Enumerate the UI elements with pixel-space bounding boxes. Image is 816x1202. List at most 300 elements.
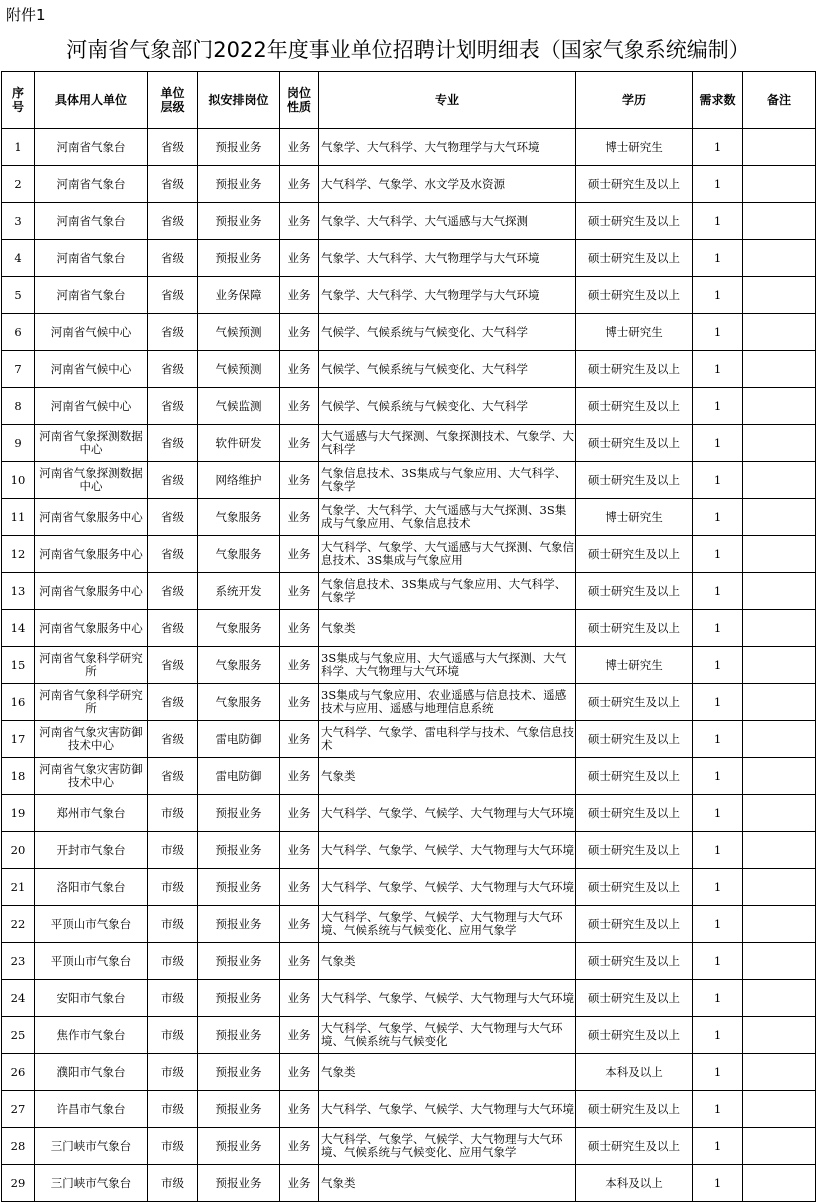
remark-cell xyxy=(743,425,816,462)
major-cell: 大气科学、气象学、气候学、大气物理与大气环境 xyxy=(319,980,576,1017)
table-row xyxy=(2,1165,816,1202)
education-cell: 硕士研究生及以上 xyxy=(576,721,693,758)
table-row xyxy=(2,351,816,388)
remark-cell xyxy=(743,1165,816,1202)
education-cell: 硕士研究生及以上 xyxy=(576,166,693,203)
table-row xyxy=(2,721,816,758)
header-edu: 学历 xyxy=(576,72,693,129)
table-row xyxy=(2,388,816,425)
seq-cell: 20 xyxy=(2,832,35,869)
level-cell: 市级 xyxy=(148,832,198,869)
education-cell: 博士研究生 xyxy=(576,647,693,684)
post-cell: 预报业务 xyxy=(198,129,280,166)
nature-cell: 业务 xyxy=(280,832,319,869)
header-count: 需求数 xyxy=(693,72,743,129)
count-cell: 1 xyxy=(693,166,743,203)
remark-cell xyxy=(743,869,816,906)
major-cell: 气象信息技术、3S集成与气象应用、大气科学、气象学 xyxy=(319,462,576,499)
unit-cell: 河南省气象服务中心 xyxy=(35,499,148,536)
post-cell: 雷电防御 xyxy=(198,758,280,795)
count-cell: 1 xyxy=(693,1128,743,1165)
major-cell: 3S集成与气象应用、大气遥感与大气探测、大气科学、大气物理与大气环境 xyxy=(319,647,576,684)
unit-cell: 河南省气象服务中心 xyxy=(35,536,148,573)
unit-cell: 三门峡市气象台 xyxy=(35,1128,148,1165)
count-cell: 1 xyxy=(693,425,743,462)
unit-cell: 河南省气象探测数据中心 xyxy=(35,425,148,462)
major-cell: 大气科学、气象学、雷电科学与技术、气象信息技术 xyxy=(319,721,576,758)
post-cell: 系统开发 xyxy=(198,573,280,610)
nature-cell: 业务 xyxy=(280,1054,319,1091)
seq-cell: 15 xyxy=(2,647,35,684)
post-cell: 业务保障 xyxy=(198,277,280,314)
unit-cell: 开封市气象台 xyxy=(35,832,148,869)
level-cell: 市级 xyxy=(148,1165,198,1202)
header-post: 拟安排岗位 xyxy=(198,72,280,129)
post-cell: 气候监测 xyxy=(198,388,280,425)
remark-cell xyxy=(743,203,816,240)
major-cell: 气象学、大气科学、大气遥感与大气探测、3S集成与气象应用、气象信息技术 xyxy=(319,499,576,536)
count-cell: 1 xyxy=(693,1091,743,1128)
level-cell: 市级 xyxy=(148,1091,198,1128)
level-cell: 省级 xyxy=(148,277,198,314)
table-row xyxy=(2,240,816,277)
unit-cell: 焦作市气象台 xyxy=(35,1017,148,1054)
unit-cell: 河南省气象服务中心 xyxy=(35,573,148,610)
seq-cell: 4 xyxy=(2,240,35,277)
unit-cell: 河南省气象灾害防御技术中心 xyxy=(35,721,148,758)
level-cell: 省级 xyxy=(148,758,198,795)
post-cell: 预报业务 xyxy=(198,1054,280,1091)
major-cell: 气候学、气候系统与气候变化、大气科学 xyxy=(319,314,576,351)
remark-cell xyxy=(743,980,816,1017)
unit-cell: 平顶山市气象台 xyxy=(35,906,148,943)
education-cell: 本科及以上 xyxy=(576,1165,693,1202)
seq-cell: 9 xyxy=(2,425,35,462)
unit-cell: 河南省气象台 xyxy=(35,166,148,203)
nature-cell: 业务 xyxy=(280,203,319,240)
post-cell: 软件研发 xyxy=(198,425,280,462)
major-cell: 气象类 xyxy=(319,758,576,795)
level-cell: 市级 xyxy=(148,1017,198,1054)
table-row xyxy=(2,1017,816,1054)
nature-cell: 业务 xyxy=(280,499,319,536)
major-cell: 气象学、大气科学、大气物理学与大气环境 xyxy=(319,240,576,277)
post-cell: 气候预测 xyxy=(198,314,280,351)
header-remark: 备注 xyxy=(743,72,816,129)
education-cell: 硕士研究生及以上 xyxy=(576,240,693,277)
education-cell: 硕士研究生及以上 xyxy=(576,425,693,462)
remark-cell xyxy=(743,314,816,351)
level-cell: 省级 xyxy=(148,462,198,499)
level-cell: 市级 xyxy=(148,869,198,906)
remark-cell xyxy=(743,758,816,795)
seq-cell: 11 xyxy=(2,499,35,536)
table-row xyxy=(2,832,816,869)
level-cell: 市级 xyxy=(148,906,198,943)
post-cell: 预报业务 xyxy=(198,906,280,943)
nature-cell: 业务 xyxy=(280,647,319,684)
post-cell: 网络维护 xyxy=(198,462,280,499)
education-cell: 硕士研究生及以上 xyxy=(576,536,693,573)
major-cell: 大气科学、气象学、气候学、大气物理与大气环境、气候系统与气候变化、应用气象学 xyxy=(319,906,576,943)
post-cell: 气象服务 xyxy=(198,610,280,647)
seq-cell: 17 xyxy=(2,721,35,758)
level-cell: 省级 xyxy=(148,388,198,425)
count-cell: 1 xyxy=(693,906,743,943)
table-row xyxy=(2,166,816,203)
nature-cell: 业务 xyxy=(280,1091,319,1128)
level-cell: 省级 xyxy=(148,129,198,166)
post-cell: 预报业务 xyxy=(198,795,280,832)
level-cell: 省级 xyxy=(148,166,198,203)
count-cell: 1 xyxy=(693,1165,743,1202)
level-cell: 市级 xyxy=(148,1054,198,1091)
nature-cell: 业务 xyxy=(280,536,319,573)
seq-cell: 24 xyxy=(2,980,35,1017)
count-cell: 1 xyxy=(693,129,743,166)
table-row xyxy=(2,536,816,573)
major-cell: 大气科学、气象学、气候学、大气物理与大气环境 xyxy=(319,832,576,869)
table-row xyxy=(2,314,816,351)
unit-cell: 河南省气象台 xyxy=(35,277,148,314)
count-cell: 1 xyxy=(693,647,743,684)
count-cell: 1 xyxy=(693,980,743,1017)
nature-cell: 业务 xyxy=(280,351,319,388)
nature-cell: 业务 xyxy=(280,388,319,425)
table-row xyxy=(2,1054,816,1091)
level-cell: 省级 xyxy=(148,203,198,240)
nature-cell: 业务 xyxy=(280,1128,319,1165)
count-cell: 1 xyxy=(693,573,743,610)
post-cell: 预报业务 xyxy=(198,980,280,1017)
unit-cell: 河南省气象台 xyxy=(35,240,148,277)
table-row xyxy=(2,906,816,943)
nature-cell: 业务 xyxy=(280,277,319,314)
seq-cell: 18 xyxy=(2,758,35,795)
nature-cell: 业务 xyxy=(280,684,319,721)
nature-cell: 业务 xyxy=(280,906,319,943)
post-cell: 雷电防御 xyxy=(198,721,280,758)
post-cell: 气象服务 xyxy=(198,647,280,684)
remark-cell xyxy=(743,277,816,314)
count-cell: 1 xyxy=(693,462,743,499)
post-cell: 预报业务 xyxy=(198,832,280,869)
major-cell: 大气科学、气象学、水文学及水资源 xyxy=(319,166,576,203)
remark-cell xyxy=(743,1017,816,1054)
major-cell: 大气科学、气象学、气候学、大气物理与大气环境、气候系统与气候变化 xyxy=(319,1017,576,1054)
remark-cell xyxy=(743,832,816,869)
level-cell: 省级 xyxy=(148,721,198,758)
table-row xyxy=(2,203,816,240)
remark-cell xyxy=(743,906,816,943)
table-row xyxy=(2,647,816,684)
post-cell: 预报业务 xyxy=(198,869,280,906)
education-cell: 博士研究生 xyxy=(576,129,693,166)
count-cell: 1 xyxy=(693,943,743,980)
nature-cell: 业务 xyxy=(280,610,319,647)
level-cell: 市级 xyxy=(148,943,198,980)
level-cell: 省级 xyxy=(148,610,198,647)
remark-cell xyxy=(743,1128,816,1165)
seq-cell: 12 xyxy=(2,536,35,573)
count-cell: 1 xyxy=(693,869,743,906)
seq-cell: 8 xyxy=(2,388,35,425)
seq-cell: 23 xyxy=(2,943,35,980)
education-cell: 博士研究生 xyxy=(576,314,693,351)
post-cell: 预报业务 xyxy=(198,166,280,203)
nature-cell: 业务 xyxy=(280,795,319,832)
post-cell: 预报业务 xyxy=(198,943,280,980)
post-cell: 预报业务 xyxy=(198,240,280,277)
unit-cell: 河南省气象服务中心 xyxy=(35,610,148,647)
education-cell: 硕士研究生及以上 xyxy=(576,980,693,1017)
major-cell: 大气科学、气象学、气候学、大气物理与大气环境 xyxy=(319,869,576,906)
table-row xyxy=(2,980,816,1017)
seq-cell: 25 xyxy=(2,1017,35,1054)
education-cell: 硕士研究生及以上 xyxy=(576,795,693,832)
education-cell: 本科及以上 xyxy=(576,1054,693,1091)
education-cell: 硕士研究生及以上 xyxy=(576,1017,693,1054)
unit-cell: 洛阳市气象台 xyxy=(35,869,148,906)
table-row xyxy=(2,573,816,610)
post-cell: 预报业务 xyxy=(198,1165,280,1202)
unit-cell: 河南省气象科学研究所 xyxy=(35,684,148,721)
table-row xyxy=(2,758,816,795)
count-cell: 1 xyxy=(693,1017,743,1054)
unit-cell: 河南省气候中心 xyxy=(35,351,148,388)
table-row xyxy=(2,684,816,721)
header-nature: 岗位性质 xyxy=(280,72,319,129)
level-cell: 省级 xyxy=(148,240,198,277)
unit-cell: 濮阳市气象台 xyxy=(35,1054,148,1091)
nature-cell: 业务 xyxy=(280,1017,319,1054)
attachment-label: 附件1 xyxy=(6,6,46,24)
post-cell: 气象服务 xyxy=(198,536,280,573)
table-row xyxy=(2,943,816,980)
education-cell: 硕士研究生及以上 xyxy=(576,351,693,388)
remark-cell xyxy=(743,684,816,721)
remark-cell xyxy=(743,721,816,758)
major-cell: 大气遥感与大气探测、气象探测技术、气象学、大气科学 xyxy=(319,425,576,462)
unit-cell: 河南省气候中心 xyxy=(35,388,148,425)
seq-cell: 21 xyxy=(2,869,35,906)
table-row xyxy=(2,499,816,536)
table-row xyxy=(2,462,816,499)
level-cell: 省级 xyxy=(148,425,198,462)
count-cell: 1 xyxy=(693,795,743,832)
count-cell: 1 xyxy=(693,684,743,721)
major-cell: 气象信息技术、3S集成与气象应用、大气科学、气象学 xyxy=(319,573,576,610)
nature-cell: 业务 xyxy=(280,943,319,980)
count-cell: 1 xyxy=(693,277,743,314)
nature-cell: 业务 xyxy=(280,758,319,795)
unit-cell: 平顶山市气象台 xyxy=(35,943,148,980)
remark-cell xyxy=(743,351,816,388)
unit-cell: 河南省气象台 xyxy=(35,203,148,240)
post-cell: 预报业务 xyxy=(198,1128,280,1165)
remark-cell xyxy=(743,1054,816,1091)
seq-cell: 10 xyxy=(2,462,35,499)
major-cell: 气象类 xyxy=(319,1054,576,1091)
nature-cell: 业务 xyxy=(280,869,319,906)
level-cell: 市级 xyxy=(148,795,198,832)
post-cell: 预报业务 xyxy=(198,1017,280,1054)
education-cell: 硕士研究生及以上 xyxy=(576,832,693,869)
remark-cell xyxy=(743,610,816,647)
seq-cell: 29 xyxy=(2,1165,35,1202)
post-cell: 气象服务 xyxy=(198,684,280,721)
table-row xyxy=(2,1128,816,1165)
table-row xyxy=(2,129,816,166)
level-cell: 省级 xyxy=(148,684,198,721)
seq-cell: 5 xyxy=(2,277,35,314)
education-cell: 硕士研究生及以上 xyxy=(576,277,693,314)
unit-cell: 河南省气象台 xyxy=(35,129,148,166)
unit-cell: 许昌市气象台 xyxy=(35,1091,148,1128)
level-cell: 省级 xyxy=(148,647,198,684)
count-cell: 1 xyxy=(693,536,743,573)
major-cell: 气象学、大气科学、大气物理学与大气环境 xyxy=(319,129,576,166)
major-cell: 3S集成与气象应用、农业遥感与信息技术、遥感技术与应用、遥感与地理信息系统 xyxy=(319,684,576,721)
post-cell: 气候预测 xyxy=(198,351,280,388)
nature-cell: 业务 xyxy=(280,462,319,499)
major-cell: 大气科学、气象学、气候学、大气物理与大气环境 xyxy=(319,1091,576,1128)
seq-cell: 14 xyxy=(2,610,35,647)
seq-cell: 3 xyxy=(2,203,35,240)
unit-cell: 河南省气象科学研究所 xyxy=(35,647,148,684)
table-header-row xyxy=(2,72,816,129)
level-cell: 省级 xyxy=(148,351,198,388)
seq-cell: 22 xyxy=(2,906,35,943)
seq-cell: 7 xyxy=(2,351,35,388)
major-cell: 气候学、气候系统与气候变化、大气科学 xyxy=(319,351,576,388)
seq-cell: 13 xyxy=(2,573,35,610)
table-row xyxy=(2,869,816,906)
education-cell: 硕士研究生及以上 xyxy=(576,462,693,499)
remark-cell xyxy=(743,536,816,573)
post-cell: 气象服务 xyxy=(198,499,280,536)
level-cell: 省级 xyxy=(148,536,198,573)
seq-cell: 28 xyxy=(2,1128,35,1165)
header-unit: 具体用人单位 xyxy=(35,72,148,129)
education-cell: 硕士研究生及以上 xyxy=(576,1091,693,1128)
remark-cell xyxy=(743,1091,816,1128)
count-cell: 1 xyxy=(693,1054,743,1091)
header-seq: 序号 xyxy=(2,72,35,129)
education-cell: 硕士研究生及以上 xyxy=(576,906,693,943)
seq-cell: 2 xyxy=(2,166,35,203)
post-cell: 预报业务 xyxy=(198,203,280,240)
remark-cell xyxy=(743,943,816,980)
major-cell: 气象学、大气科学、大气物理学与大气环境 xyxy=(319,277,576,314)
nature-cell: 业务 xyxy=(280,129,319,166)
count-cell: 1 xyxy=(693,832,743,869)
education-cell: 博士研究生 xyxy=(576,499,693,536)
major-cell: 气象类 xyxy=(319,943,576,980)
count-cell: 1 xyxy=(693,499,743,536)
count-cell: 1 xyxy=(693,203,743,240)
unit-cell: 河南省气候中心 xyxy=(35,314,148,351)
header-level: 单位层级 xyxy=(148,72,198,129)
nature-cell: 业务 xyxy=(280,166,319,203)
table-row xyxy=(2,610,816,647)
count-cell: 1 xyxy=(693,351,743,388)
remark-cell xyxy=(743,388,816,425)
level-cell: 省级 xyxy=(148,573,198,610)
level-cell: 市级 xyxy=(148,980,198,1017)
count-cell: 1 xyxy=(693,610,743,647)
remark-cell xyxy=(743,166,816,203)
count-cell: 1 xyxy=(693,721,743,758)
unit-cell: 郑州市气象台 xyxy=(35,795,148,832)
unit-cell: 三门峡市气象台 xyxy=(35,1165,148,1202)
education-cell: 硕士研究生及以上 xyxy=(576,388,693,425)
remark-cell xyxy=(743,647,816,684)
remark-cell xyxy=(743,462,816,499)
unit-cell: 河南省气象灾害防御技术中心 xyxy=(35,758,148,795)
major-cell: 大气科学、气象学、气候学、大气物理与大气环境 xyxy=(319,795,576,832)
count-cell: 1 xyxy=(693,388,743,425)
count-cell: 1 xyxy=(693,758,743,795)
unit-cell: 河南省气象探测数据中心 xyxy=(35,462,148,499)
remark-cell xyxy=(743,129,816,166)
table-row xyxy=(2,277,816,314)
seq-cell: 19 xyxy=(2,795,35,832)
education-cell: 硕士研究生及以上 xyxy=(576,943,693,980)
table-row xyxy=(2,795,816,832)
remark-cell xyxy=(743,240,816,277)
level-cell: 省级 xyxy=(148,499,198,536)
post-cell: 预报业务 xyxy=(198,1091,280,1128)
count-cell: 1 xyxy=(693,240,743,277)
nature-cell: 业务 xyxy=(280,573,319,610)
education-cell: 硕士研究生及以上 xyxy=(576,869,693,906)
nature-cell: 业务 xyxy=(280,721,319,758)
major-cell: 气候学、气候系统与气候变化、大气科学 xyxy=(319,388,576,425)
education-cell: 硕士研究生及以上 xyxy=(576,203,693,240)
remark-cell xyxy=(743,795,816,832)
major-cell: 大气科学、气象学、大气遥感与大气探测、气象信息技术、3S集成与气象应用 xyxy=(319,536,576,573)
count-cell: 1 xyxy=(693,314,743,351)
seq-cell: 6 xyxy=(2,314,35,351)
nature-cell: 业务 xyxy=(280,980,319,1017)
education-cell: 硕士研究生及以上 xyxy=(576,610,693,647)
education-cell: 硕士研究生及以上 xyxy=(576,758,693,795)
header-major: 专业 xyxy=(319,72,576,129)
seq-cell: 1 xyxy=(2,129,35,166)
table-row xyxy=(2,1091,816,1128)
nature-cell: 业务 xyxy=(280,314,319,351)
table-row xyxy=(2,425,816,462)
seq-cell: 16 xyxy=(2,684,35,721)
education-cell: 硕士研究生及以上 xyxy=(576,573,693,610)
education-cell: 硕士研究生及以上 xyxy=(576,684,693,721)
remark-cell xyxy=(743,573,816,610)
major-cell: 大气科学、气象学、气候学、大气物理与大气环境、气候系统与气候变化、应用气象学 xyxy=(319,1128,576,1165)
unit-cell: 安阳市气象台 xyxy=(35,980,148,1017)
nature-cell: 业务 xyxy=(280,240,319,277)
remark-cell xyxy=(743,499,816,536)
level-cell: 市级 xyxy=(148,1128,198,1165)
seq-cell: 26 xyxy=(2,1054,35,1091)
nature-cell: 业务 xyxy=(280,1165,319,1202)
recruitment-table xyxy=(1,71,816,1202)
major-cell: 气象类 xyxy=(319,610,576,647)
education-cell: 硕士研究生及以上 xyxy=(576,1128,693,1165)
level-cell: 省级 xyxy=(148,314,198,351)
major-cell: 气象学、大气科学、大气遥感与大气探测 xyxy=(319,203,576,240)
page-title: 河南省气象部门2022年度事业单位招聘计划明细表（国家气象系统编制） xyxy=(66,38,750,62)
